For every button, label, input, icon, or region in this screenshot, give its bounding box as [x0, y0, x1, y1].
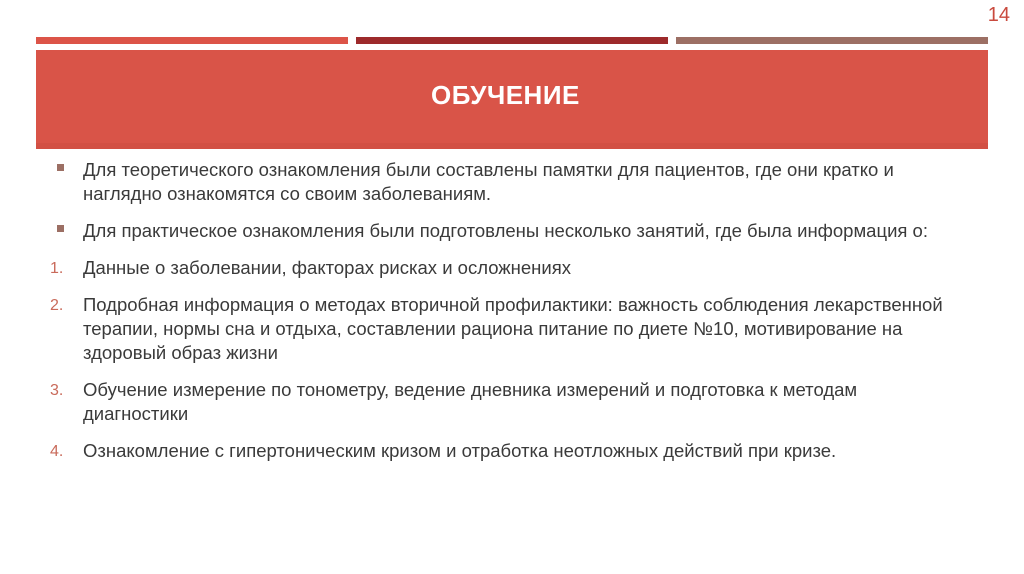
number-marker: 2.	[50, 297, 64, 314]
bullet-marker	[57, 164, 64, 171]
list-item	[55, 219, 965, 243]
number-marker: 3.	[50, 382, 64, 399]
list-item-text: Ознакомление с гипертоническим кризом и отработка неотложных действий при кризе.	[83, 440, 837, 461]
list-item	[50, 256, 965, 280]
list-item	[55, 158, 965, 206]
number-marker: 4.	[50, 443, 64, 460]
slide-number: 14	[987, 4, 1010, 26]
list-item-text: Для практическое ознакомления были подготовлены несколько занятий, где была информация о:	[83, 220, 928, 241]
slide-title: ОБУЧЕНИЕ	[431, 80, 580, 110]
top-bar-dark-red	[356, 37, 668, 44]
list-item-text: Подробная информация о методах вторичной профилактики: важность соблюдения лекарственной терапии, нормы сна и отдыха, составлении рациона питание по диете №10, мотивирование на здоровый образ жизни	[83, 294, 943, 363]
number-marker: 1.	[50, 260, 64, 277]
list-item	[50, 378, 965, 426]
top-bar-red	[36, 37, 348, 44]
list-item	[50, 293, 965, 365]
list-item-text: Для теоретического ознакомления были составлены памятки для пациентов, где они кратко и наглядно ознакомятся со своим заболеваниям.	[83, 159, 894, 204]
list-item-text: Данные о заболевании, факторах рисках и осложнениях	[83, 257, 571, 278]
bullet-marker	[57, 225, 64, 232]
content-list	[50, 158, 965, 476]
list-item	[50, 439, 965, 463]
top-bar-brown	[676, 37, 988, 44]
list-item-text: Обучение измерение по тонометру, ведение дневника измерений и подготовка к методам диагностики	[83, 379, 858, 424]
